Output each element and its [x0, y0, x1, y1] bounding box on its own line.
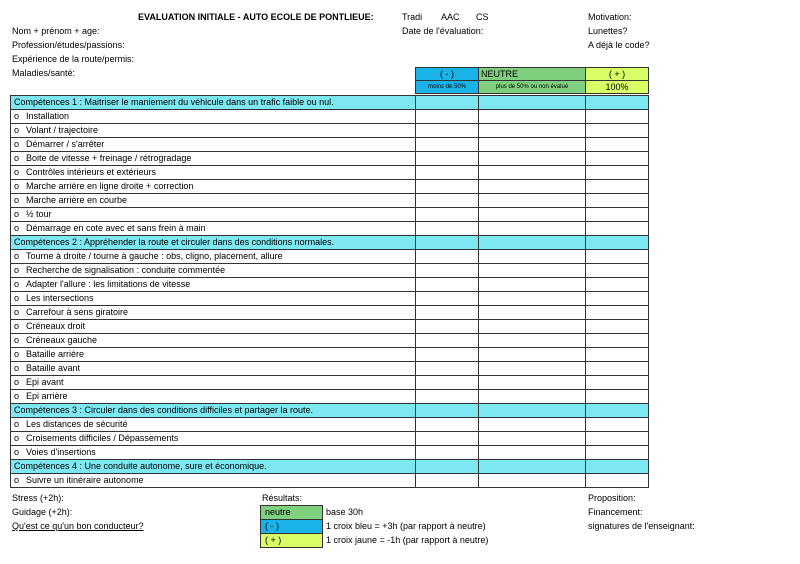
table-row — [10, 418, 649, 432]
minus-cell[interactable] — [415, 362, 478, 375]
neutral-cell[interactable] — [478, 152, 585, 165]
bullet-icon: o — [14, 419, 20, 429]
row-label: Tourne à droite / tourne à gauche : obs, cligno, placement, allure — [26, 251, 283, 261]
plus-cell[interactable] — [585, 180, 649, 193]
col-neutral-sub: plus de 50% ou non évalué — [478, 80, 586, 94]
row-label: Marche arrière en ligne droite + correction — [26, 181, 194, 191]
bullet-icon: o — [14, 139, 20, 149]
minus-cell[interactable] — [415, 418, 478, 431]
plus-cell[interactable] — [585, 124, 649, 137]
plus-cell[interactable] — [585, 334, 649, 347]
row-label: Compétences 3 : Circuler dans des conditions difficiles et partager la route. — [14, 405, 313, 415]
nom-label: Nom + prénom + age: — [12, 26, 100, 36]
row-label: Voies d'insertions — [26, 447, 96, 457]
row-label: Croisements difficiles / Dépassements — [26, 433, 179, 443]
row-label: Compétences 4 : Une conduite autonome, sure et économique. — [14, 461, 267, 471]
table-row — [10, 222, 649, 236]
competence-heading-row — [10, 404, 649, 418]
plus-cell[interactable] — [585, 278, 649, 291]
competence-heading — [10, 460, 415, 473]
neutral-cell[interactable] — [478, 320, 585, 333]
bullet-icon: o — [14, 195, 20, 205]
plus-cell[interactable] — [585, 362, 649, 375]
row-label: Compétences 1 : Maitriser le maniement du véhicule dans un trafic faible ou nul. — [14, 97, 334, 107]
neutral-cell[interactable] — [478, 306, 585, 319]
lunettes-label: Lunettes? — [588, 26, 628, 36]
neutral-cell[interactable] — [478, 334, 585, 347]
minus-cell[interactable] — [415, 376, 478, 389]
minus-cell[interactable] — [415, 250, 478, 263]
question-label: Qu'est ce qu'un bon conducteur? — [12, 521, 144, 531]
bullet-icon: o — [14, 223, 20, 233]
skill-item — [10, 208, 415, 221]
neutral-cell[interactable] — [478, 446, 585, 459]
col-neutral-header: NEUTRE — [478, 67, 586, 81]
skill-item — [10, 334, 415, 347]
table-row — [10, 306, 649, 320]
minus-cell[interactable] — [415, 460, 478, 473]
row-label: Adapter l'allure : les limitations de vitesse — [26, 279, 191, 289]
bullet-icon: o — [14, 181, 20, 191]
competence-heading — [10, 404, 415, 417]
col-plus-header: ( + ) — [585, 67, 649, 81]
row-label: Bataille arrière — [26, 349, 85, 359]
table-row — [10, 362, 649, 376]
table-row — [10, 194, 649, 208]
date-label: Date de l'évaluation: — [402, 26, 484, 36]
legend-plus: ( + ) — [260, 533, 323, 548]
plus-cell[interactable] — [585, 250, 649, 263]
neutral-cell[interactable] — [478, 474, 585, 487]
competence-heading-row — [10, 460, 649, 474]
neutral-cell[interactable] — [478, 110, 585, 123]
plus-cell[interactable] — [585, 138, 649, 151]
table-row — [10, 208, 649, 222]
table-row — [10, 432, 649, 446]
plus-cell[interactable] — [585, 390, 649, 403]
plus-cell[interactable] — [585, 446, 649, 459]
minus-cell[interactable] — [415, 180, 478, 193]
maladies-label: Maladies/santé: — [12, 68, 76, 78]
skill-item — [10, 348, 415, 361]
table-row — [10, 390, 649, 404]
neutral-cell[interactable] — [478, 376, 585, 389]
plus-cell[interactable] — [585, 222, 649, 235]
minus-cell[interactable] — [415, 390, 478, 403]
proposition-label: Proposition: — [588, 493, 636, 503]
table-row — [10, 446, 649, 460]
option-tradi: Tradi — [402, 12, 423, 22]
minus-cell[interactable] — [415, 110, 478, 123]
neutral-cell[interactable] — [478, 404, 585, 417]
minus-cell[interactable] — [415, 474, 478, 487]
bullet-icon: o — [14, 125, 20, 135]
plus-cell[interactable] — [585, 96, 649, 109]
skill-item — [10, 292, 415, 305]
neutral-cell[interactable] — [478, 166, 585, 179]
minus-cell[interactable] — [415, 222, 478, 235]
minus-cell[interactable] — [415, 166, 478, 179]
minus-cell[interactable] — [415, 334, 478, 347]
table-row — [10, 152, 649, 166]
row-label: Epi avant — [26, 377, 64, 387]
skill-item — [10, 362, 415, 375]
row-label: Epi arrière — [26, 391, 68, 401]
neutral-cell[interactable] — [478, 208, 585, 221]
bullet-icon: o — [14, 279, 20, 289]
option-cs: CS — [476, 12, 489, 22]
neutral-cell[interactable] — [478, 460, 585, 473]
bullet-icon: o — [14, 335, 20, 345]
neutral-cell[interactable] — [478, 432, 585, 445]
row-label: Démarrer / s'arrêter — [26, 139, 105, 149]
competence-heading — [10, 96, 415, 109]
skill-item — [10, 418, 415, 431]
table-row — [10, 320, 649, 334]
row-label: ½ tour — [26, 209, 52, 219]
neutral-cell[interactable] — [478, 362, 585, 375]
plus-cell[interactable] — [585, 110, 649, 123]
skill-item — [10, 306, 415, 319]
skill-item — [10, 446, 415, 459]
plus-cell[interactable] — [585, 474, 649, 487]
skill-item — [10, 166, 415, 179]
bullet-icon: o — [14, 447, 20, 457]
minus-cell[interactable] — [415, 236, 478, 249]
minus-cell[interactable] — [415, 446, 478, 459]
table-row — [10, 250, 649, 264]
plus-cell[interactable] — [585, 432, 649, 445]
plus-cell[interactable] — [585, 152, 649, 165]
neutral-cell[interactable] — [478, 96, 585, 109]
neutral-cell[interactable] — [478, 250, 585, 263]
legend-minus-desc: 1 croix bleu = +3h (par rapport à neutre) — [326, 521, 486, 531]
row-label: Volant / trajectoire — [26, 125, 99, 135]
plus-cell[interactable] — [585, 166, 649, 179]
table-row — [10, 278, 649, 292]
table-row — [10, 180, 649, 194]
bullet-icon: o — [14, 475, 20, 485]
financement-label: Financement: — [588, 507, 643, 517]
bullet-icon: o — [14, 349, 20, 359]
minus-cell[interactable] — [415, 152, 478, 165]
row-label: Carrefour à sens giratoire — [26, 307, 129, 317]
minus-cell[interactable] — [415, 96, 478, 109]
row-label: Boite de vitesse + freinage / rétrogradage — [26, 153, 192, 163]
experience-label: Expérience de la route/permis: — [12, 54, 135, 64]
minus-cell[interactable] — [415, 432, 478, 445]
table-row — [10, 376, 649, 390]
legend-neutre-desc: base 30h — [326, 507, 364, 517]
col-plus-sub: 100% — [585, 80, 649, 94]
skill-item — [10, 390, 415, 403]
neutral-cell[interactable] — [478, 292, 585, 305]
table-row — [10, 292, 649, 306]
bullet-icon: o — [14, 265, 20, 275]
plus-cell[interactable] — [585, 418, 649, 431]
neutral-cell[interactable] — [478, 138, 585, 151]
table-row — [10, 264, 649, 278]
table-row — [10, 166, 649, 180]
skill-item — [10, 320, 415, 333]
plus-cell[interactable] — [585, 236, 649, 249]
col-minus-header: ( - ) — [415, 67, 479, 81]
bullet-icon: o — [14, 209, 20, 219]
plus-cell[interactable] — [585, 404, 649, 417]
signatures-label: signatures de l'enseignant: — [588, 521, 695, 531]
skill-item — [10, 152, 415, 165]
row-label: Contrôles intérieurs et extérieurs — [26, 167, 157, 177]
skill-item — [10, 432, 415, 445]
skill-item — [10, 278, 415, 291]
neutral-cell[interactable] — [478, 124, 585, 137]
neutral-cell[interactable] — [478, 418, 585, 431]
skill-item — [10, 474, 415, 487]
neutral-cell[interactable] — [478, 264, 585, 277]
bullet-icon: o — [14, 363, 20, 373]
bullet-icon: o — [14, 251, 20, 261]
minus-cell[interactable] — [415, 306, 478, 319]
minus-cell[interactable] — [415, 194, 478, 207]
bullet-icon: o — [14, 293, 20, 303]
plus-cell[interactable] — [585, 264, 649, 277]
plus-cell[interactable] — [585, 320, 649, 333]
code-label: A déjà le code? — [588, 40, 650, 50]
bullet-icon: o — [14, 377, 20, 387]
skill-item — [10, 180, 415, 193]
row-label: Compétences 2 : Appréhender la route et circuler dans des conditions normales. — [14, 237, 335, 247]
plus-cell[interactable] — [585, 460, 649, 473]
row-label: Recherche de signalisation : conduite commentée — [26, 265, 226, 275]
neutral-cell[interactable] — [478, 194, 585, 207]
plus-cell[interactable] — [585, 194, 649, 207]
neutral-cell[interactable] — [478, 180, 585, 193]
skill-item — [10, 138, 415, 151]
bullet-icon: o — [14, 307, 20, 317]
legend-neutre: neutre — [260, 505, 323, 520]
table-row — [10, 138, 649, 152]
bullet-icon: o — [14, 153, 20, 163]
neutral-cell[interactable] — [478, 278, 585, 291]
row-label: Installation — [26, 111, 70, 121]
minus-cell[interactable] — [415, 208, 478, 221]
plus-cell[interactable] — [585, 306, 649, 319]
plus-cell[interactable] — [585, 292, 649, 305]
plus-cell[interactable] — [585, 376, 649, 389]
neutral-cell[interactable] — [478, 236, 585, 249]
guidage-label: Guidage (+2h): — [12, 507, 73, 517]
skill-item — [10, 124, 415, 137]
table-row — [10, 124, 649, 138]
neutral-cell[interactable] — [478, 348, 585, 361]
minus-cell[interactable] — [415, 404, 478, 417]
neutral-cell[interactable] — [478, 390, 585, 403]
minus-cell[interactable] — [415, 348, 478, 361]
legend-plus-desc: 1 croix jaune = -1h (par rapport à neutre) — [326, 535, 489, 545]
minus-cell[interactable] — [415, 320, 478, 333]
bullet-icon: o — [14, 321, 20, 331]
row-label: Marche arrière en courbe — [26, 195, 128, 205]
table-row — [10, 110, 649, 124]
competence-heading-row — [10, 236, 649, 250]
row-label: Suivre un itinéraire autonome — [26, 475, 144, 485]
competence-table — [10, 95, 649, 488]
option-aac: AAC — [441, 12, 460, 22]
row-label: Créneaux gauche — [26, 335, 98, 345]
skill-item — [10, 376, 415, 389]
minus-cell[interactable] — [415, 138, 478, 151]
skill-item — [10, 222, 415, 235]
row-label: Créneaux droit — [26, 321, 86, 331]
competence-heading-row — [10, 96, 649, 110]
row-label: Bataille avant — [26, 363, 81, 373]
profession-label: Profession/études/passions: — [12, 40, 125, 50]
minus-cell[interactable] — [415, 278, 478, 291]
row-label: Les intersections — [26, 293, 94, 303]
minus-cell[interactable] — [415, 124, 478, 137]
bullet-icon: o — [14, 167, 20, 177]
row-label: Démarrage en cote avec et sans frein à main — [26, 223, 206, 233]
neutral-cell[interactable] — [478, 222, 585, 235]
plus-cell[interactable] — [585, 208, 649, 221]
motivation-label: Motivation: — [588, 12, 632, 22]
skill-item — [10, 250, 415, 263]
resultats-label: Résultats: — [262, 493, 303, 503]
row-label: Les distances de sécurité — [26, 419, 128, 429]
bullet-icon: o — [14, 391, 20, 401]
page-title: EVALUATION INITIALE - AUTO ECOLE DE PONTLIEUE: — [138, 12, 374, 22]
skill-item — [10, 264, 415, 277]
table-row — [10, 474, 649, 488]
legend-minus: ( - ) — [260, 519, 323, 534]
skill-item — [10, 110, 415, 123]
plus-cell[interactable] — [585, 348, 649, 361]
bullet-icon: o — [14, 433, 20, 443]
table-row — [10, 334, 649, 348]
bullet-icon: o — [14, 111, 20, 121]
competence-heading — [10, 236, 415, 249]
minus-cell[interactable] — [415, 292, 478, 305]
table-row — [10, 348, 649, 362]
stress-label: Stress (+2h): — [12, 493, 64, 503]
minus-cell[interactable] — [415, 264, 478, 277]
skill-item — [10, 194, 415, 207]
col-minus-sub: moins de 50% — [415, 80, 479, 94]
